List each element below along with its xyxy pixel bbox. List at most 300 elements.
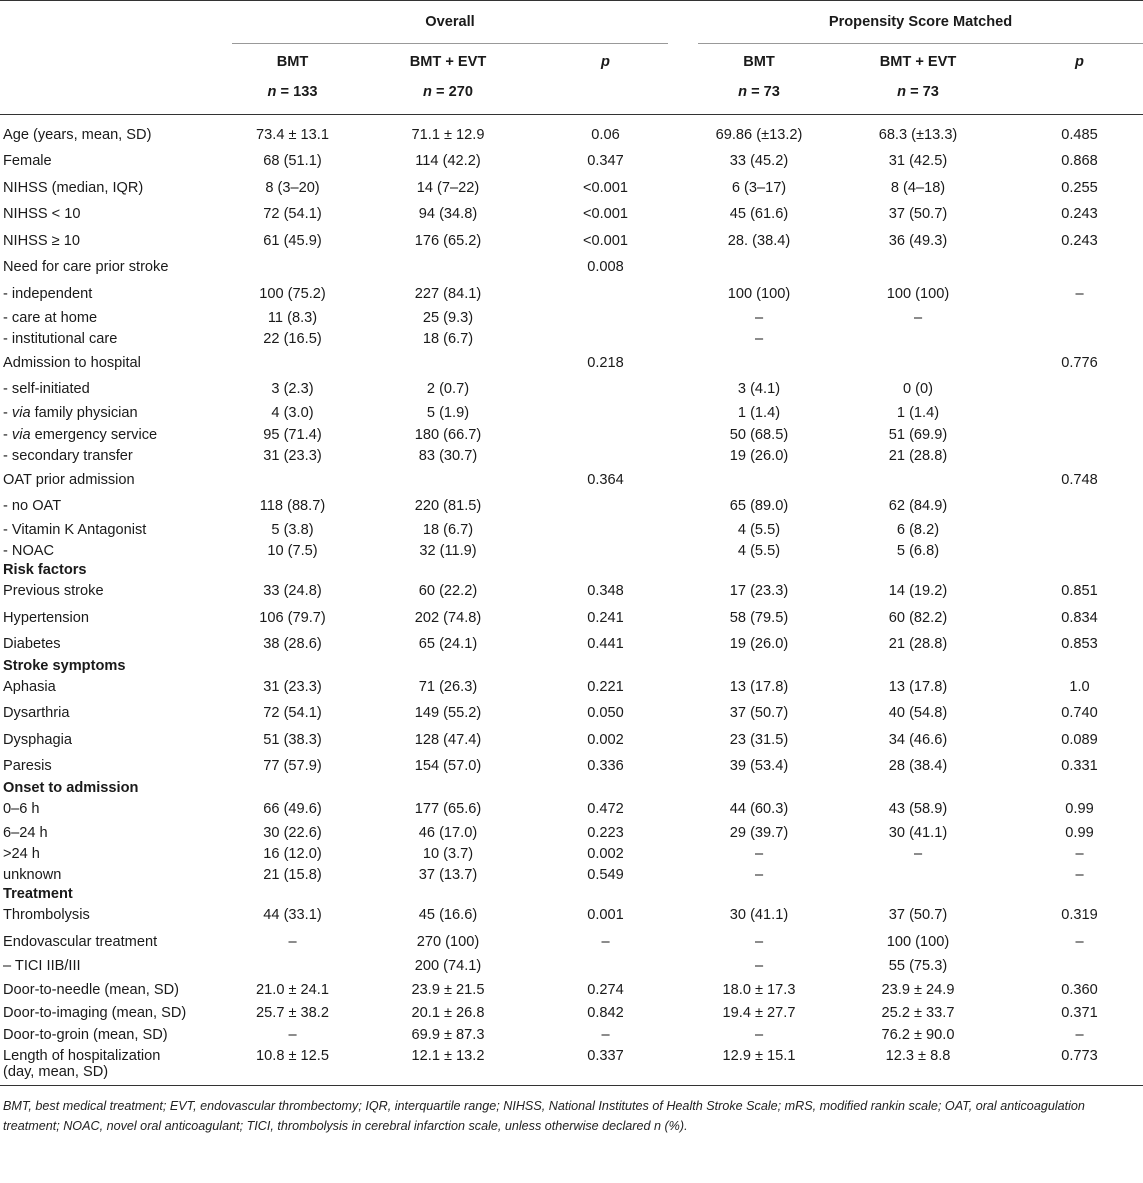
cell-psm-bmt-evt: 5 (6.8) <box>896 543 940 560</box>
cell-overall-p <box>543 780 668 796</box>
cell-psm-bmt: 18.0 ± 17.3 <box>722 981 796 998</box>
cell-overall-bmt: 30 (22.6) <box>263 824 322 841</box>
cell-overall-bmt-evt <box>353 886 543 902</box>
row-label: Aphasia <box>3 678 56 695</box>
cell-overall-bmt-evt: 154 (57.0) <box>414 758 482 775</box>
row-label: >24 h <box>3 846 40 863</box>
cell-overall-bmt-evt: 202 (74.8) <box>414 609 482 626</box>
table-row <box>0 605 1143 632</box>
cell-psm-bmt-evt: 37 (50.7) <box>888 206 948 223</box>
cell-overall-bmt-evt: 65 (24.1) <box>418 636 478 653</box>
cell-overall-bmt: 38 (28.6) <box>263 636 322 653</box>
row-label: - independent <box>3 285 93 302</box>
cell-psm-bmt-evt: 30 (41.1) <box>888 824 948 841</box>
cell-psm-bmt: – <box>754 1026 764 1043</box>
cell-overall-bmt-evt: 60 (22.2) <box>418 583 478 600</box>
cell-psm-p: – <box>1075 1026 1084 1043</box>
row-label: Risk factors <box>3 562 87 579</box>
cell-psm-bmt-evt: 8 (4–18) <box>890 179 946 196</box>
table-row <box>0 201 1143 228</box>
cell-overall-bmt-evt: 128 (47.4) <box>414 731 482 748</box>
cell-overall-p: 0.842 <box>587 1005 624 1022</box>
cell-psm-bmt-evt <box>820 562 1016 578</box>
table-row <box>0 541 1143 562</box>
cell-overall-p <box>543 886 668 902</box>
cell-psm-bmt-evt <box>820 466 1016 493</box>
cell-psm-bmt: 13 (17.8) <box>729 678 789 695</box>
section-header-row <box>0 780 1143 796</box>
section-header-row <box>0 886 1143 902</box>
cell-overall-bmt: 16 (12.0) <box>263 846 322 863</box>
cell-psm-bmt: 28. (38.4) <box>727 232 791 249</box>
table-row <box>0 350 1143 377</box>
cell-overall-bmt: 72 (54.1) <box>263 206 322 223</box>
cell-overall-p: <0.001 <box>582 206 629 223</box>
cell-psm-p <box>1016 955 1143 976</box>
cell-overall-bmt-evt: 69.9 ± 87.3 <box>411 1026 485 1043</box>
cell-overall-bmt <box>232 780 353 796</box>
cell-psm-p <box>1016 541 1143 562</box>
cell-psm-bmt-evt: 13 (17.8) <box>888 678 948 695</box>
cell-psm-bmt: 65 (89.0) <box>729 498 789 515</box>
cell-psm-p: 0.319 <box>1061 907 1098 924</box>
cell-psm-bmt-evt: 100 (100) <box>886 933 950 950</box>
cell-overall-p <box>543 281 668 308</box>
cell-overall-bmt: 22 (16.5) <box>263 330 322 347</box>
cell-psm-bmt <box>698 350 820 377</box>
n-psm-bmt: n = 73 <box>698 76 820 115</box>
cell-overall-p: 0.218 <box>587 354 624 371</box>
cell-psm-bmt: 19 (26.0) <box>729 447 789 464</box>
cell-psm-p <box>1016 658 1143 674</box>
table-row <box>0 466 1143 493</box>
table-row <box>0 376 1143 403</box>
cell-psm-bmt-evt <box>820 865 1016 886</box>
cell-overall-bmt-evt: 220 (81.5) <box>414 498 482 515</box>
table-footnote: BMT, best medical treatment; EVT, endovascular thrombectomy; IQR, interquartile range; NIHSS, National Institutes of Health Stroke Scale; mRS, modified rankin scale; OAT, oral anticoagulation treatment; NOAC, novel oral anticoagulant; TICI, thrombolysis in cerebral infarction scale, unless otherwise declared n (%). <box>3 1098 1085 1133</box>
cell-overall-bmt: 51 (38.3) <box>263 731 322 748</box>
table-row <box>0 328 1143 349</box>
cell-psm-bmt-evt <box>820 328 1016 349</box>
cell-psm-bmt <box>698 886 820 902</box>
col-header-overall-bmt: BMT <box>276 54 309 70</box>
row-label: Dysphagia <box>3 731 72 748</box>
table-row <box>0 822 1143 843</box>
cell-psm-bmt-evt: 55 (75.3) <box>888 957 948 974</box>
table-row <box>0 843 1143 864</box>
row-label: Door-to-needle (mean, SD) <box>3 981 180 998</box>
cell-overall-p: 0.472 <box>587 800 624 817</box>
cell-psm-bmt: 58 (79.5) <box>729 609 789 626</box>
cell-psm-p: 0.868 <box>1061 153 1098 170</box>
cell-overall-bmt-evt: 18 (6.7) <box>422 522 474 539</box>
cell-overall-p: 0.241 <box>587 609 624 626</box>
cell-psm-bmt: 30 (41.1) <box>729 907 789 924</box>
row-label: unknown <box>3 867 62 884</box>
cell-psm-bmt-evt: 23.9 ± 24.9 <box>881 981 955 998</box>
cell-overall-bmt-evt: 32 (11.9) <box>419 543 477 560</box>
n-psm-bmt-evt: n = 73 <box>820 76 1016 115</box>
cell-overall-bmt-evt <box>353 780 543 796</box>
cell-overall-bmt: 68 (51.1) <box>263 153 322 170</box>
cell-psm-bmt: 17 (23.3) <box>729 583 789 600</box>
cell-overall-bmt <box>232 466 353 493</box>
table-row <box>0 281 1143 308</box>
cell-overall-bmt-evt: 176 (65.2) <box>414 232 482 249</box>
overall-group-header: Overall <box>232 1 668 44</box>
cell-psm-p: 0.089 <box>1061 731 1098 748</box>
row-label: – TICI IIB/III <box>3 957 81 974</box>
cell-psm-bmt: 37 (50.7) <box>729 705 789 722</box>
col-header-psm-bmt: BMT <box>743 54 775 70</box>
row-label: OAT prior admission <box>3 471 135 488</box>
cell-psm-bmt: – <box>754 933 764 950</box>
cell-overall-bmt: 21 (15.8) <box>263 867 322 884</box>
cell-overall-p <box>543 541 668 562</box>
cell-psm-p: 0.740 <box>1061 705 1098 722</box>
cell-psm-bmt: 3 (4.1) <box>737 381 781 398</box>
table-row <box>0 578 1143 605</box>
cell-overall-p <box>543 955 668 976</box>
cell-overall-bmt: 21.0 ± 24.1 <box>256 981 329 998</box>
cell-psm-bmt-evt: 34 (46.6) <box>888 731 948 748</box>
cell-psm-p <box>1016 493 1143 520</box>
cell-psm-bmt-evt: 43 (58.9) <box>888 800 948 817</box>
cell-overall-bmt: – <box>288 1026 297 1043</box>
cell-overall-p: 0.002 <box>587 846 624 863</box>
cell-overall-bmt-evt: 2 (0.7) <box>426 381 470 398</box>
cell-psm-bmt-evt: 31 (42.5) <box>888 153 948 170</box>
row-label: 0–6 h <box>3 800 40 817</box>
cell-psm-bmt-evt: – <box>913 846 923 863</box>
row-label: Diabetes <box>3 636 61 653</box>
cell-overall-p <box>543 445 668 466</box>
cell-psm-bmt: 33 (45.2) <box>729 153 789 170</box>
table-row <box>0 493 1143 520</box>
cell-overall-bmt: 8 (3–20) <box>265 179 320 196</box>
cell-overall-p <box>543 403 668 424</box>
cell-overall-p: 0.050 <box>587 705 624 722</box>
row-label: - via emergency service <box>3 426 158 443</box>
cell-overall-bmt: 95 (71.4) <box>263 426 322 443</box>
row-label: - self-initiated <box>3 381 90 398</box>
cell-psm-bmt-evt: – <box>913 309 923 326</box>
row-label: Stroke symptoms <box>3 657 126 674</box>
cell-overall-bmt: 106 (79.7) <box>259 609 326 626</box>
cell-overall-p: 0.337 <box>543 1045 668 1085</box>
cell-psm-bmt-evt: 40 (54.8) <box>888 705 948 722</box>
row-label: Dysarthria <box>3 705 70 722</box>
cell-psm-bmt <box>698 254 820 281</box>
cell-psm-bmt-evt: 1 (1.4) <box>896 405 940 422</box>
cell-psm-bmt <box>698 466 820 493</box>
cell-psm-bmt: 69.86 (±13.2) <box>715 126 803 143</box>
cell-psm-p <box>1016 445 1143 466</box>
cell-psm-bmt-evt: 21 (28.8) <box>888 447 948 464</box>
cell-overall-bmt: 10 (7.5) <box>267 543 318 560</box>
table-row <box>0 674 1143 701</box>
cell-psm-p: 0.255 <box>1061 179 1098 196</box>
cell-overall-bmt: 77 (57.9) <box>263 758 322 775</box>
cell-overall-bmt <box>232 886 353 902</box>
cell-overall-bmt: 5 (3.8) <box>271 522 314 539</box>
cell-overall-p <box>543 307 668 328</box>
cell-psm-p: 0.99 <box>1065 824 1094 841</box>
cell-psm-p: – <box>1075 867 1084 884</box>
col-header-psm-bmt-evt: BMT + EVT <box>879 54 957 70</box>
cell-psm-bmt: 1 (1.4) <box>737 405 781 422</box>
sample-size-row <box>0 76 1143 115</box>
table-row <box>0 175 1143 202</box>
cell-overall-p: 0.001 <box>587 907 624 924</box>
cell-overall-bmt-evt <box>353 562 543 578</box>
cell-overall-bmt: 118 (88.7) <box>259 498 326 515</box>
cell-psm-bmt <box>698 658 820 674</box>
row-label: Admission to hospital <box>3 354 141 371</box>
cell-psm-bmt: – <box>754 867 764 884</box>
cell-overall-bmt-evt: 37 (13.7) <box>418 867 478 884</box>
cell-psm-bmt-evt: 76.2 ± 90.0 <box>881 1026 955 1043</box>
cell-overall-p: 0.347 <box>587 153 624 170</box>
cell-psm-bmt-evt <box>820 350 1016 377</box>
cell-overall-bmt-evt <box>353 254 543 281</box>
cell-overall-bmt <box>232 562 353 578</box>
cell-psm-bmt: 45 (61.6) <box>729 206 789 223</box>
cell-overall-bmt-evt <box>353 466 543 493</box>
cell-psm-bmt-evt: 12.3 ± 8.8 <box>820 1045 1016 1085</box>
col-header-overall-bmt-evt: BMT + EVT <box>409 54 487 70</box>
table-row <box>0 1024 1143 1045</box>
cell-overall-p: 0.441 <box>587 636 624 653</box>
table-row <box>0 631 1143 658</box>
table-row <box>0 928 1143 955</box>
table-row <box>0 902 1143 929</box>
cell-overall-p: 0.274 <box>587 981 624 998</box>
cell-psm-p: 1.0 <box>1069 678 1090 695</box>
cell-psm-p: 0.834 <box>1061 609 1098 626</box>
cell-psm-bmt: – <box>754 309 764 326</box>
cell-psm-bmt: 12.9 ± 15.1 <box>698 1045 820 1085</box>
cell-psm-p: 0.851 <box>1061 583 1098 600</box>
cell-psm-bmt: – <box>754 957 764 974</box>
table-row <box>0 955 1143 976</box>
cell-overall-p: 0.008 <box>587 259 624 276</box>
cell-overall-bmt-evt: 25 (9.3) <box>422 309 474 326</box>
cell-overall-p: <0.001 <box>582 179 629 196</box>
cell-overall-bmt <box>232 254 353 281</box>
cell-psm-bmt-evt <box>820 886 1016 902</box>
table-row <box>0 254 1143 281</box>
cell-overall-p: – <box>601 1026 610 1043</box>
cell-overall-bmt-evt: 149 (55.2) <box>414 705 482 722</box>
cell-psm-p <box>1016 403 1143 424</box>
table-row <box>0 228 1143 255</box>
cell-overall-bmt: 66 (49.6) <box>263 800 322 817</box>
row-label: Paresis <box>3 758 52 775</box>
cell-overall-bmt-evt: 45 (16.6) <box>418 907 478 924</box>
row-label: Length of hospitalization (day, mean, SD) <box>0 1045 232 1085</box>
section-header-row <box>0 658 1143 674</box>
row-label: NIHSS < 10 <box>3 206 81 223</box>
cell-psm-p: 0.485 <box>1061 126 1098 143</box>
n-overall-bmt-evt: n = 270 <box>353 76 543 115</box>
cell-psm-bmt: 50 (68.5) <box>729 426 789 443</box>
row-label: Door-to-groin (mean, SD) <box>3 1026 168 1043</box>
cell-psm-p: 0.243 <box>1061 232 1098 249</box>
cell-overall-bmt: 25.7 ± 38.2 <box>256 1005 329 1022</box>
cell-psm-p: – <box>1075 933 1084 950</box>
cell-overall-bmt-evt: 200 (74.1) <box>414 957 482 974</box>
cell-overall-p <box>543 424 668 445</box>
cell-overall-p: 0.221 <box>587 678 624 695</box>
table-row <box>0 727 1143 754</box>
cell-psm-p <box>1016 307 1143 328</box>
row-label: - institutional care <box>3 330 118 347</box>
cell-psm-bmt-evt <box>820 254 1016 281</box>
table-row <box>0 403 1143 424</box>
row-label: NIHSS (median, IQR) <box>3 179 144 196</box>
cell-overall-bmt-evt: 94 (34.8) <box>418 206 478 223</box>
cell-psm-bmt: 100 (100) <box>727 285 791 302</box>
cell-overall-p: – <box>601 933 610 950</box>
cell-overall-bmt <box>232 350 353 377</box>
table-body <box>0 115 1143 1086</box>
row-label: Onset to admission <box>3 779 139 796</box>
cell-overall-bmt: 61 (45.9) <box>263 232 322 249</box>
row-label: Age (years, mean, SD) <box>3 126 152 143</box>
table-row <box>0 976 1143 1003</box>
cell-overall-bmt: 33 (24.8) <box>263 583 322 600</box>
cell-psm-bmt: 4 (5.5) <box>737 522 781 539</box>
psm-group-header: Propensity Score Matched <box>698 1 1143 44</box>
cell-psm-p: – <box>1075 846 1084 863</box>
section-header-row <box>0 562 1143 578</box>
cell-psm-p: 0.776 <box>1061 354 1098 371</box>
cell-psm-p: 0.371 <box>1061 1005 1098 1022</box>
table-row <box>0 796 1143 823</box>
cell-overall-bmt: 4 (3.0) <box>271 405 314 422</box>
table-row <box>0 1045 1143 1085</box>
cell-overall-bmt-evt: 18 (6.7) <box>422 330 474 347</box>
cell-psm-p <box>1016 328 1143 349</box>
cell-psm-bmt: 39 (53.4) <box>729 758 789 775</box>
cell-psm-bmt-evt: 36 (49.3) <box>888 232 948 249</box>
cell-psm-p: – <box>1075 285 1084 302</box>
cell-psm-bmt-evt: 62 (84.9) <box>888 498 948 515</box>
cell-overall-bmt-evt: 71 (26.3) <box>418 678 478 695</box>
cell-overall-p: 0.549 <box>587 867 624 884</box>
cell-psm-bmt: 19.4 ± 27.7 <box>722 1005 796 1022</box>
cell-overall-p: 0.002 <box>587 731 624 748</box>
cell-psm-p <box>1016 254 1143 281</box>
cell-psm-p <box>1016 886 1143 902</box>
cell-overall-bmt <box>232 955 353 976</box>
cell-psm-p: 0.773 <box>1016 1045 1143 1085</box>
row-label: - care at home <box>3 309 98 326</box>
cell-overall-bmt-evt: 270 (100) <box>416 933 480 950</box>
cell-overall-bmt-evt: 46 (17.0) <box>418 824 478 841</box>
cell-psm-p <box>1016 424 1143 445</box>
table-row <box>0 424 1143 445</box>
cell-overall-bmt: 72 (54.1) <box>263 705 322 722</box>
cell-psm-bmt-evt: 0 (0) <box>902 381 933 398</box>
row-label: Thrombolysis <box>3 907 90 924</box>
cell-overall-bmt: 10.8 ± 12.5 <box>232 1045 353 1085</box>
col-header-psm-p: p <box>1075 54 1084 70</box>
cell-overall-bmt <box>232 658 353 674</box>
cell-psm-bmt <box>698 562 820 578</box>
cell-overall-p <box>543 562 668 578</box>
cell-overall-p: 0.06 <box>591 126 620 143</box>
cell-psm-bmt-evt: 6 (8.2) <box>896 522 940 539</box>
cell-overall-bmt: – <box>288 933 297 950</box>
cell-overall-p: 0.336 <box>587 758 624 775</box>
cell-overall-bmt: 73.4 ± 13.1 <box>256 126 329 143</box>
cell-psm-bmt-evt <box>820 780 1016 796</box>
table-row <box>0 700 1143 727</box>
row-label: - secondary transfer <box>3 447 133 464</box>
cell-overall-p <box>543 493 668 520</box>
cell-overall-bmt-evt: 180 (66.7) <box>414 426 482 443</box>
col-header-overall-p: p <box>601 54 610 70</box>
cell-overall-bmt: 3 (2.3) <box>271 381 314 398</box>
cell-psm-bmt <box>698 780 820 796</box>
cell-overall-bmt: 11 (8.3) <box>267 309 318 326</box>
cell-overall-bmt-evt: 23.9 ± 21.5 <box>411 981 485 998</box>
row-label: Door-to-imaging (mean, SD) <box>3 1005 187 1022</box>
cell-psm-p: 0.243 <box>1061 206 1098 223</box>
cell-overall-bmt-evt: 71.1 ± 12.9 <box>411 126 485 143</box>
cell-psm-bmt: 29 (39.7) <box>729 824 789 841</box>
row-label: - Vitamin K Antagonist <box>3 522 147 539</box>
row-label: NIHSS ≥ 10 <box>3 232 80 249</box>
cell-overall-p: <0.001 <box>582 232 629 249</box>
cell-overall-bmt-evt: 227 (84.1) <box>414 285 482 302</box>
row-label: Treatment <box>3 885 73 902</box>
cell-psm-p: 0.331 <box>1061 758 1098 775</box>
cell-overall-p <box>543 658 668 674</box>
cell-overall-bmt: 31 (23.3) <box>263 447 322 464</box>
row-label: Need for care prior stroke <box>3 259 169 276</box>
table-row <box>0 122 1143 149</box>
cell-psm-p <box>1016 519 1143 540</box>
row-label: 6–24 h <box>3 824 48 841</box>
cell-psm-p: 0.360 <box>1061 981 1098 998</box>
cell-psm-bmt: 23 (31.5) <box>729 731 789 748</box>
cell-psm-bmt-evt: 60 (82.2) <box>888 609 948 626</box>
table-row <box>0 445 1143 466</box>
row-label: - via family physician <box>3 405 138 422</box>
cell-psm-bmt: – <box>754 846 764 863</box>
cell-psm-p: 0.748 <box>1061 471 1098 488</box>
column-name-row <box>0 44 1143 77</box>
row-label: Previous stroke <box>3 583 104 600</box>
row-label: Hypertension <box>3 609 89 626</box>
cell-psm-p: 0.99 <box>1065 800 1094 817</box>
row-label: Endovascular treatment <box>3 933 158 950</box>
cell-overall-bmt-evt: 114 (42.2) <box>415 153 481 170</box>
table-row <box>0 865 1143 886</box>
cell-overall-p <box>543 328 668 349</box>
table-row <box>0 148 1143 175</box>
cell-psm-bmt: 19 (26.0) <box>729 636 789 653</box>
cell-overall-bmt-evt: 12.1 ± 13.2 <box>353 1045 543 1085</box>
cell-overall-p: 0.223 <box>587 824 624 841</box>
cell-psm-bmt: 44 (60.3) <box>729 800 789 817</box>
cell-psm-p <box>1016 376 1143 403</box>
row-label: - no OAT <box>3 498 62 515</box>
table-row <box>0 753 1143 780</box>
